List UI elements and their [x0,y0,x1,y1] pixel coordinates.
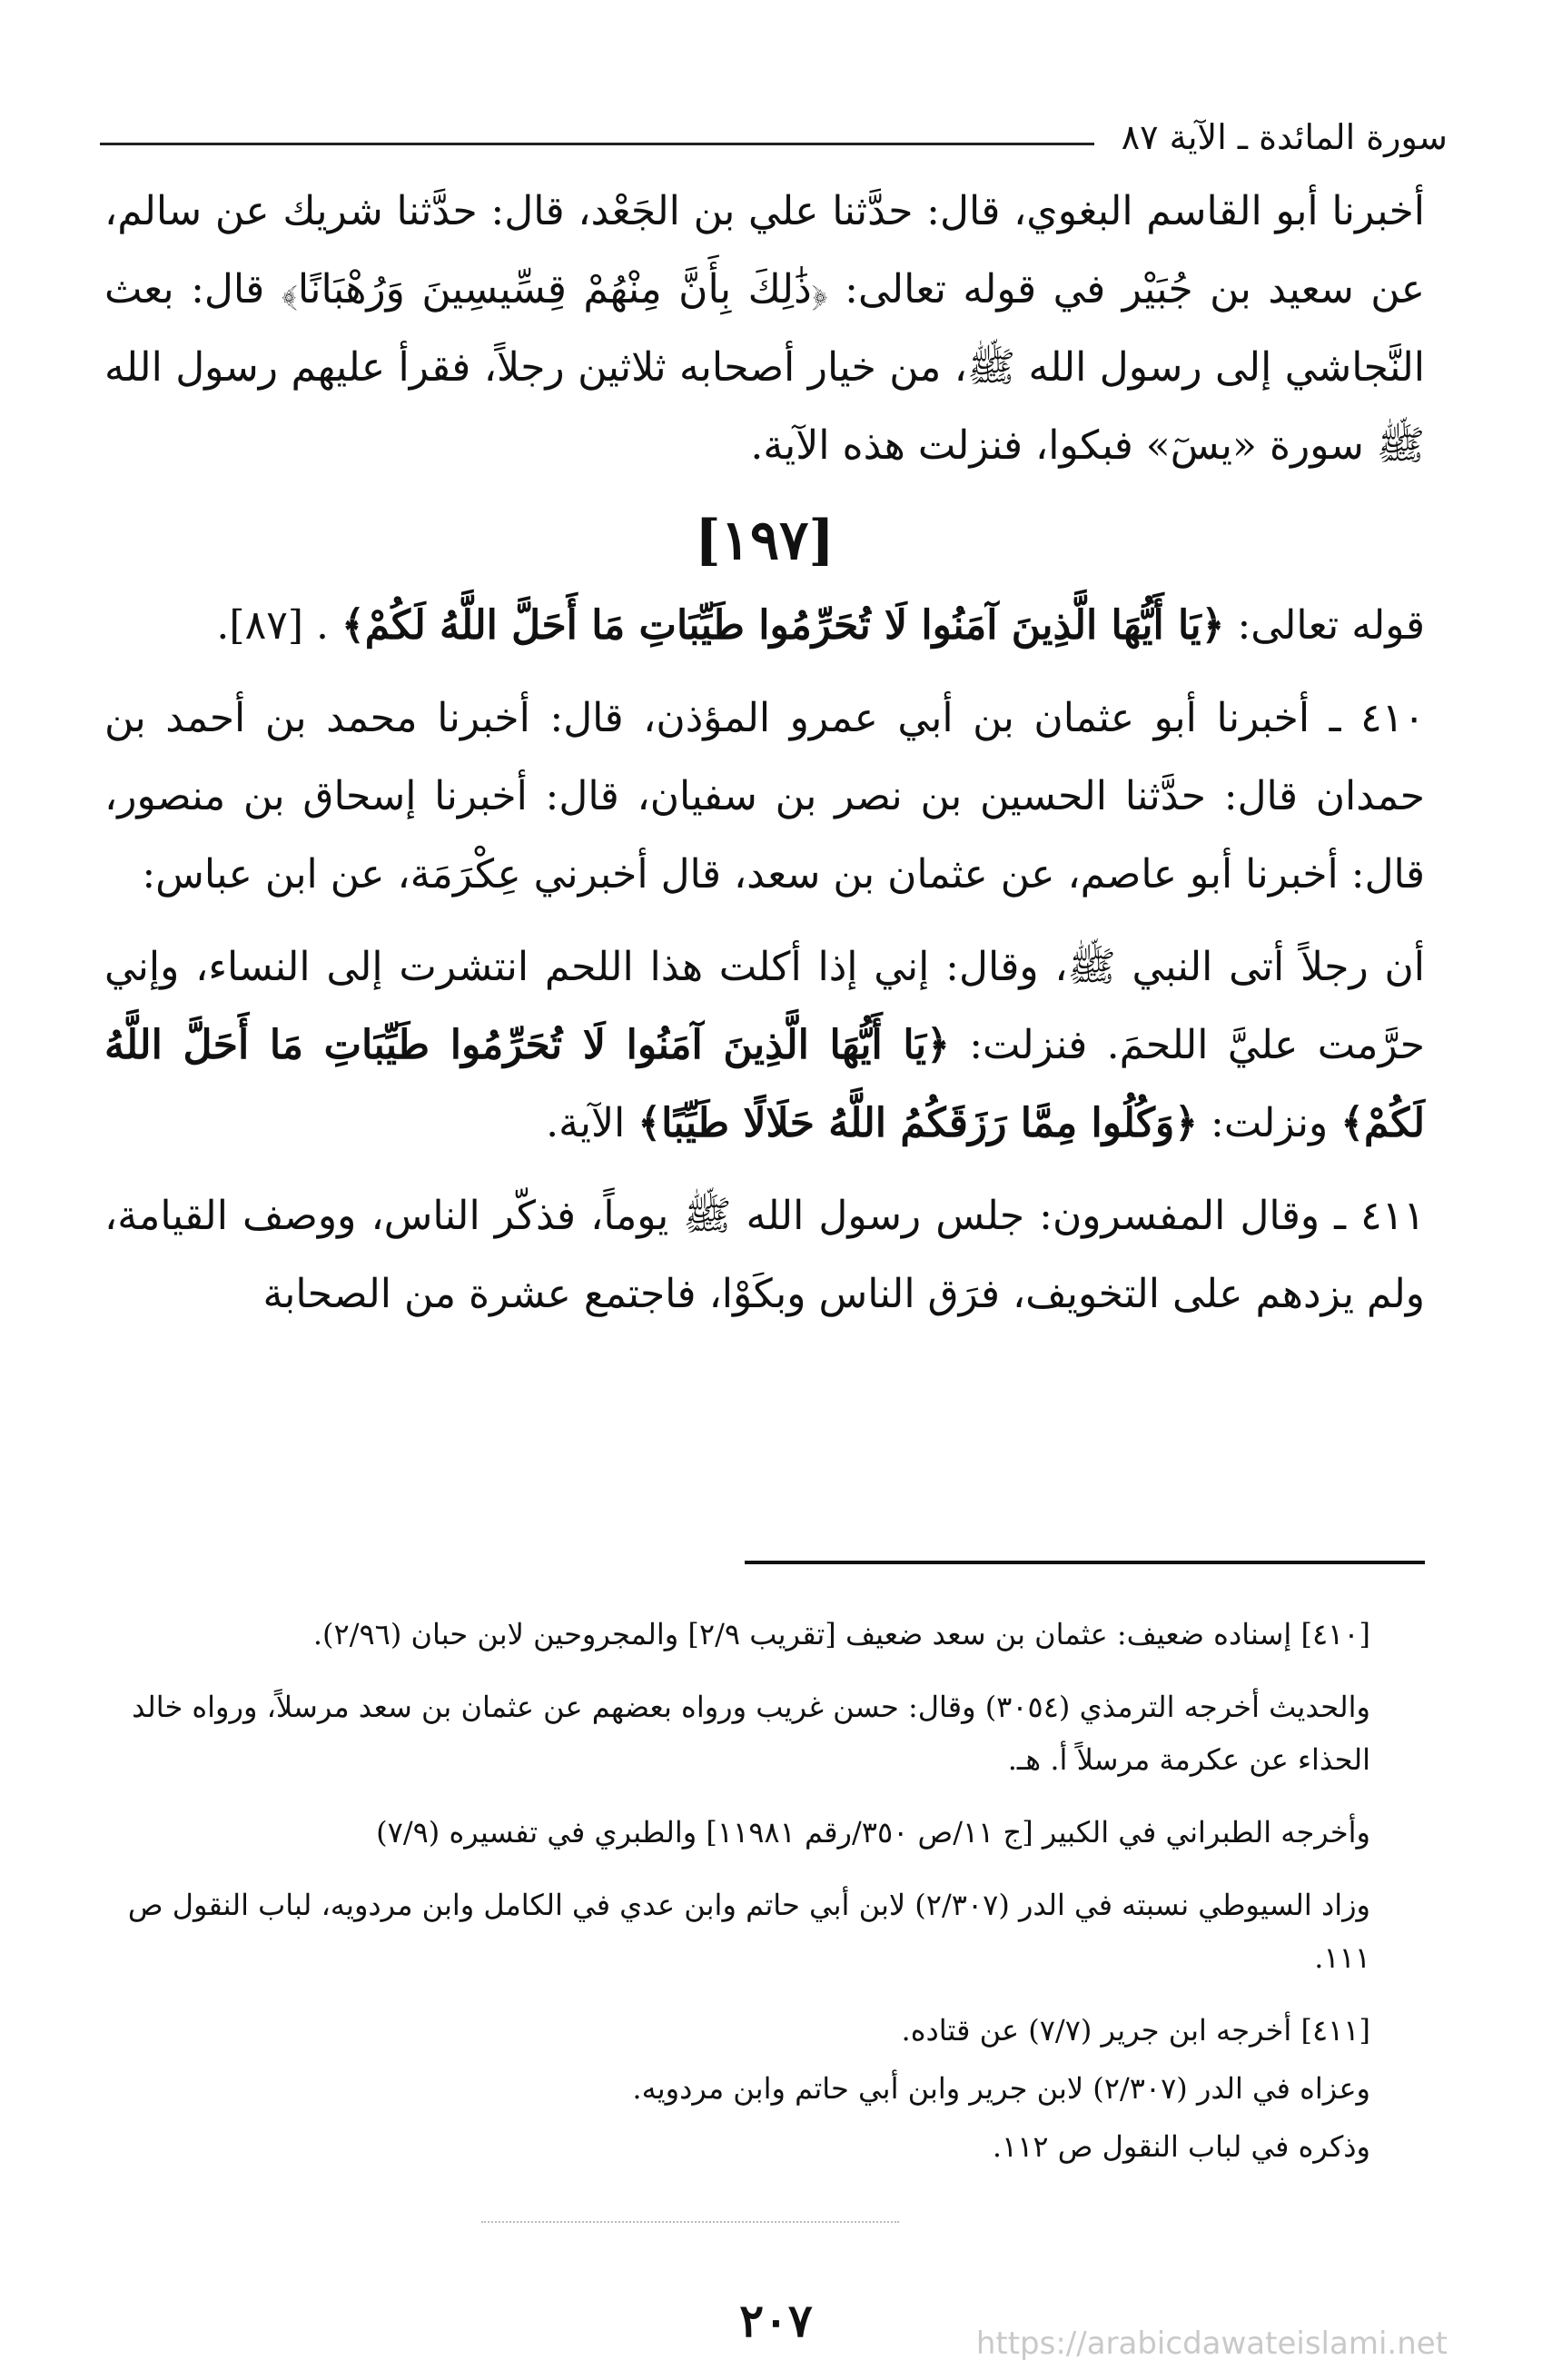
page-number: ٢٠٧ [739,2294,813,2347]
footnote-411-3: وذكره في لباب النقول ص ١١٢. [992,2129,1370,2164]
watermark-url: https://arabicdawateislami.net [975,2325,1448,2362]
main-text [104,173,1425,1348]
footnote-separator [745,1561,1425,1564]
header-rule [100,143,1094,145]
hadith-410-chain: ٤١٠ ـ أخبرنا أبو عثمان بن أبي عمرو المؤذن، قال: أخبرنا محمد بن أحمد بن حمدان قال: حدَّثنا الحسين بن نصر بن سفيان، قال: أخبرنا إسحاق بن منصور، قال: أخبرنا أبو عاصم، عن عثمان بن سعد، قال أخبرني عِكْرَمَة، عن ابن عباس: [104,695,1426,897]
verse-ref: . [٨٧]. [216,602,329,649]
running-header [100,91,1448,157]
hadith-410-verse-2: ﴿وَكُلُوا مِمَّا رَزَقَكُمُ اللَّهُ حَلَالًا طَيِّبًا﴾ [638,1100,1198,1146]
intro-paragraph: أخبرنا أبو القاسم البغوي، قال: حدَّثنا علي بن الجَعْد، قال: حدَّثنا شريك عن سالم، عن سعيد بن جُبَيْر في قوله تعالى: ﴿ذَٰلِكَ بِأَنَّ مِنْهُمْ قِسِّيسِينَ وَرُهْبَانًا﴾ قال: بعث النَّجاشي إلى رسول الله ﷺ، من خيار أصحابه ثلاثين رجلاً، فقرأ عليهم رسول الله ﷺ سورة «يسٓ» فبكوا، فنزلت هذه الآية. [104,188,1425,469]
header-title: سورة المائدة ـ الآية ٨٧ [1121,117,1448,157]
footnote-410-1: [٤١٠] إسناده ضعيف: عثمان بن سعد ضعيف [تقريب ٢/٩] والمجروحين لابن حبان (٢/٩٦). [312,1617,1370,1651]
hadith-410-end: الآية. [546,1100,626,1146]
hadith-410-opening: أن رجلاً أتى النبي ﷺ، وقال: إني إذا أكلت هذا اللحم انتشرت إلى النساء، وإني حرَّمت عليَّ اللحمَ. فنزلت: [104,944,1425,1068]
hadith-410-mid: ونزلت: [1211,1100,1329,1146]
footnotes [104,1608,1370,2178]
verse-text: ﴿يَا أَيُّهَا الَّذِينَ آمَنُوا لَا تُحَرِّمُوا طَيِّبَاتِ مَا أَحَلَّ اللَّهُ لَكُمْ﴾ [341,602,1225,649]
footnote-410-3: وأخرجه الطبراني في الكبير [ج ١١/ص ٣٥٠/رقم ١١٩٨١] والطبري في تفسيره (٧/٩) [376,1815,1370,1849]
section-number: [١٩٧] [695,509,835,572]
hadith-410-text [104,928,1425,1163]
footnote-410-2: والحديث أخرجه الترمذي (٣٠٥٤) وقال: حسن غريب ورواه بعضهم عن عثمان بن سعد مرسلاً، ورواه خالد الحذاء عن عكرمة مرسلاً أ. هـ. [132,1690,1370,1777]
verse-paragraph [104,587,1425,665]
footnote-411-1: [٤١١] أخرجه ابن جرير (٧/٧) عن قتاده. [901,2013,1370,2048]
dotted-divider [481,2221,899,2223]
verse-lead: قوله تعالى: [1237,602,1425,649]
hadith-411-text: ٤١١ ـ وقال المفسرون: جلس رسول الله ﷺ يوماً، فذكّر الناس، ووصف القيامة، ولم يزدهم على التخويف، فرَق الناس وبكَوْا، فاجتمع عشرة من الصحابة [104,1193,1425,1317]
hadith-410-verse-1: ﴿يَا أَيُّهَا الَّذِينَ آمَنُوا لَا تُحَرِّمُوا طَيِّبَاتِ مَا أَحَلَّ اللَّهُ لَكُمْ﴾ [104,1022,1425,1146]
footnote-410-4: وزاد السيوطي نسبته في الدر (٢/٣٠٧) لابن أبي حاتم وابن عدي في الكامل وابن مردويه، لباب النقول ص ١١١. [127,1888,1370,1975]
footnote-411-2: وعزاه في الدر (٢/٣٠٧) لابن جرير وابن أبي حاتم وابن مردويه. [632,2071,1370,2106]
